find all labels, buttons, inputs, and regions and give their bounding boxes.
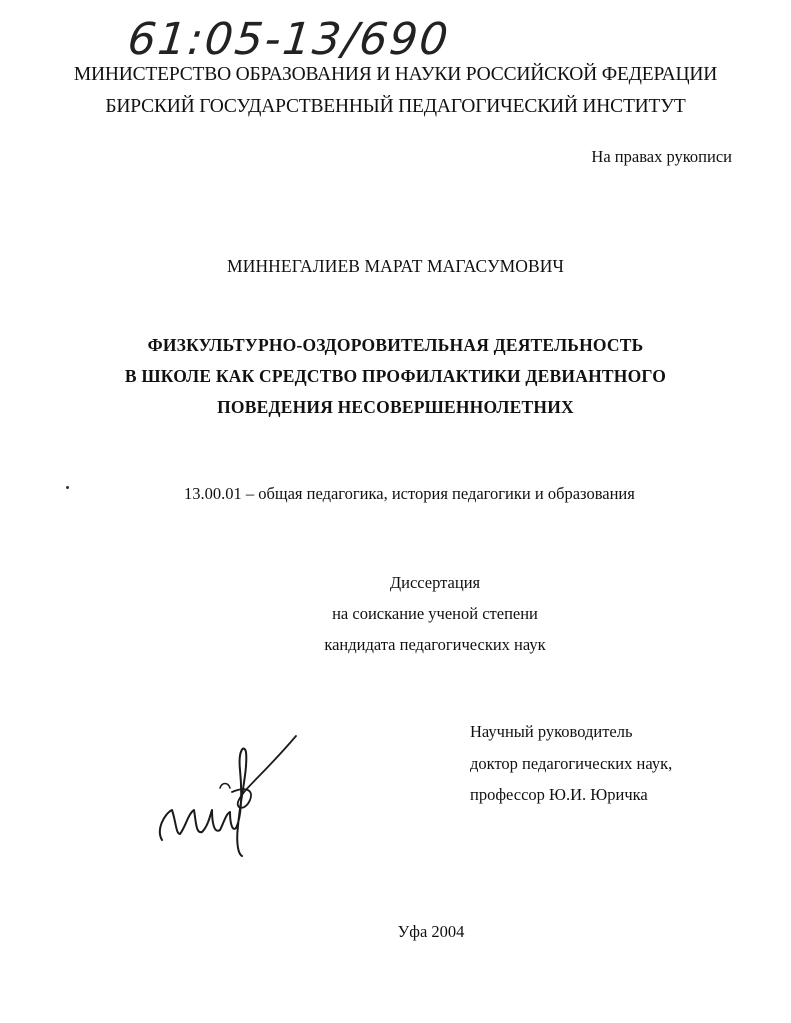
thesis-title-line: ФИЗКУЛЬТУРНО-ОЗДОРОВИТЕЛЬНАЯ ДЕЯТЕЛЬНОСТЬ bbox=[147, 335, 644, 355]
specialty-code: 13.00.01 – общая педагогика, история педагогики и образования bbox=[184, 484, 635, 503]
thesis-title-line: ПОВЕДЕНИЯ НЕСОВЕРШЕННОЛЕТНИХ bbox=[217, 397, 574, 417]
advisor-line: доктор педагогических наук, bbox=[470, 754, 673, 773]
handwritten-signature bbox=[150, 730, 310, 860]
rights-note: На правах рукописи bbox=[591, 147, 732, 166]
advisor-line: Научный руководитель bbox=[470, 722, 633, 741]
institute-heading: БИРСКИЙ ГОСУДАРСТВЕННЫЙ ПЕДАГОГИЧЕСКИЙ ИНСТИТУТ bbox=[105, 96, 686, 117]
ministry-heading: МИНИСТЕРСТВО ОБРАЗОВАНИЯ И НАУКИ РОССИЙСКОЙ ФЕДЕРАЦИИ bbox=[73, 64, 718, 85]
author-name: МИННЕГАЛИЕВ МАРАТ МАГАСУМОВИЧ bbox=[227, 256, 564, 276]
handwritten-archive-number: 61:05-13/690 bbox=[125, 14, 453, 65]
advisor-line: профессор Ю.И. Юричка bbox=[470, 785, 648, 804]
degree-line: Диссертация bbox=[389, 573, 481, 592]
stray-scan-mark bbox=[66, 486, 69, 489]
city-year: Уфа 2004 bbox=[397, 922, 465, 941]
degree-line: кандидата педагогических наук bbox=[324, 635, 546, 654]
degree-line: на соискание ученой степени bbox=[332, 604, 538, 623]
thesis-title-line: В ШКОЛЕ КАК СРЕДСТВО ПРОФИЛАКТИКИ ДЕВИАНТНОГО bbox=[124, 366, 667, 386]
